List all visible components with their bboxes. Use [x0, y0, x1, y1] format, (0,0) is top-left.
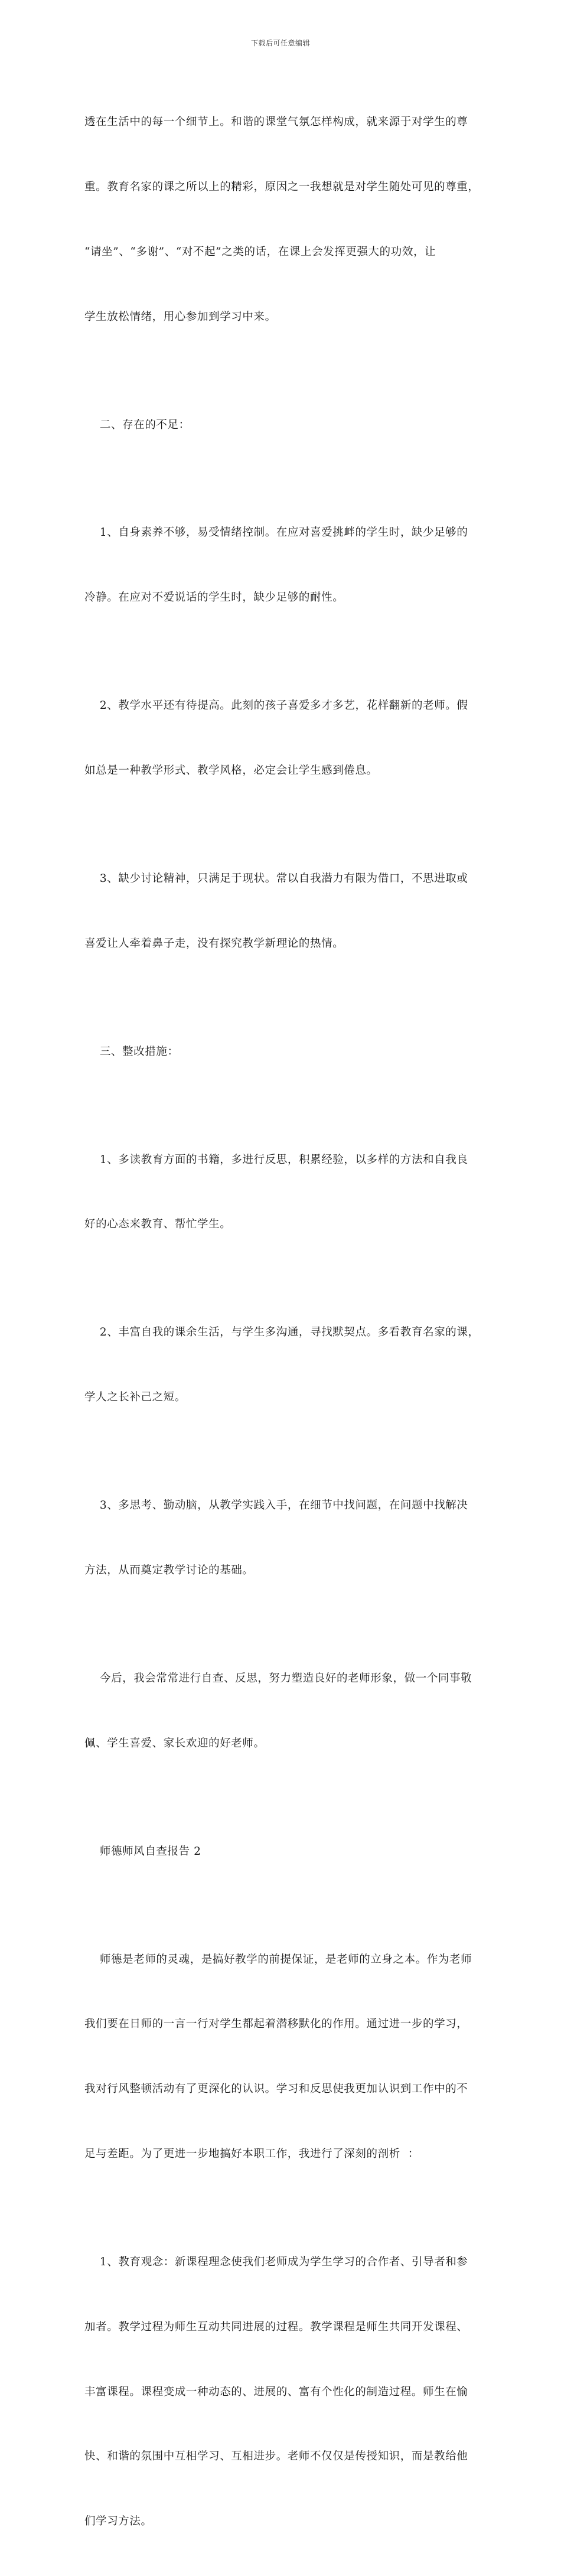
report-title-2 [84, 1798, 479, 1906]
text-line: 师德是老师的灵魂，是搞好教学的前提保证，是老师的立身之本。作为老师 [84, 1953, 472, 1966]
paragraph-shortcoming-2 [84, 652, 479, 825]
text-line: 3、缺少讨论精神，只满足于现状。常以自我潜力有限为借口，不思进取或 [84, 872, 468, 885]
text-line: 佩、学生喜爱、家长欢迎的好老师。 [84, 1737, 265, 1750]
text-line: 重。教育名家的课之所以上的精彩，原因之一我想就是对学生随处可见的尊重， [84, 180, 480, 193]
paragraph-shortcoming-3 [84, 825, 479, 998]
text-line: 们学习方法。 [84, 2515, 152, 2528]
text-line: 我们要在日师的一言一行对学生都起着潜移默化的作用。通过进一步的学习， [84, 2018, 468, 2031]
paragraph-report-2-intro [84, 1906, 479, 2208]
text-line: 师德师风自查报告 2 [84, 1845, 201, 1858]
text-line: 透在生活中的每一个细节上。和谐的课堂气氛怎样构成，就来源于对学生的尊 [84, 116, 468, 129]
text-line: 好的心态来教育、帮忙学生。 [84, 1218, 231, 1231]
text-line: 2、丰富自我的课余生活，与学生多沟通，寻找默契点。多看教育名家的课， [84, 1326, 480, 1339]
text-line: 1、教育观念：新课程理念使我们老师成为学生学习的合作者、引导者和参 [84, 2255, 468, 2268]
paragraph-measure-3 [84, 1452, 479, 1625]
text-line: 足与差距。为了更进一步地搞好本职工作，我进行了深刻的剖析 ： [84, 2148, 419, 2160]
text-line: 喜爱让人牵着鼻子走，没有探究教学新理论的热情。 [84, 937, 344, 950]
text-line: 学生放松情绪，用心参加到学习中来。 [84, 310, 276, 323]
section-heading-measures [84, 998, 479, 1106]
text-line: 二、存在的不足： [84, 418, 190, 431]
text-line: 三、整改措施： [84, 1045, 179, 1058]
text-line: 方法，从而奠定教学讨论的基础。 [84, 1564, 254, 1577]
text-line: “请坐”、“多谢”、“对不起”之类的话，在课上会发挥更强大的功效，让 [84, 245, 436, 258]
section-heading-shortcomings [84, 371, 479, 479]
text-line: 冷静。在应对不爱说话的学生时，缺少足够的耐性。 [84, 591, 344, 604]
text-line: 如总是一种教学形式、教学风格，必定会让学生感到倦息。 [84, 764, 378, 777]
text-line: 丰富课程。课程变成一种动态的、进展的、富有个性化的制造过程。师生在愉 [84, 2385, 468, 2398]
page-header: 下载后可任意编辑 [250, 39, 310, 47]
text-line: 3、多思考、勤动脑，从教学实践入手，在细节中找问题，在问题中找解决 [84, 1499, 468, 1512]
text-line: 2、教学水平还有待提高。此刻的孩子喜爱多才多艺，花样翻新的老师。假 [84, 699, 468, 712]
paragraph-shortcoming-1 [84, 479, 479, 652]
paragraph-measure-2 [84, 1279, 479, 1452]
paragraph-continuation [84, 69, 479, 371]
text-line: 加者。教学过程为师生互动共同进展的过程。教学课程是师生共同开发课程、 [84, 2320, 468, 2333]
text-line: 学人之长补己之短。 [84, 1391, 186, 1404]
text-line: 快、和谐的氛围中互相学习、互相进步。老师不仅仅是传授知识，而是教给他 [84, 2450, 468, 2463]
document-body [84, 69, 479, 2576]
paragraph-education-concept [84, 2209, 479, 2576]
text-line: 我对行风整顿活动有了更深化的认识。学习和反思使我更加认识到工作中的不 [84, 2083, 468, 2096]
paragraph-measure-1 [84, 1106, 479, 1279]
text-line: 1、多读教育方面的书籍，多进行反思，积累经验，以多样的方法和自我良 [84, 1153, 468, 1166]
text-line: 今后，我会常常进行自查、反思，努力塑造良好的老师形象，做一个同事敬 [84, 1672, 472, 1685]
paragraph-conclusion [84, 1625, 479, 1798]
text-line: 1、自身素养不够，易受情绪控制。在应对喜爱挑衅的学生时，缺少足够的 [84, 526, 468, 539]
